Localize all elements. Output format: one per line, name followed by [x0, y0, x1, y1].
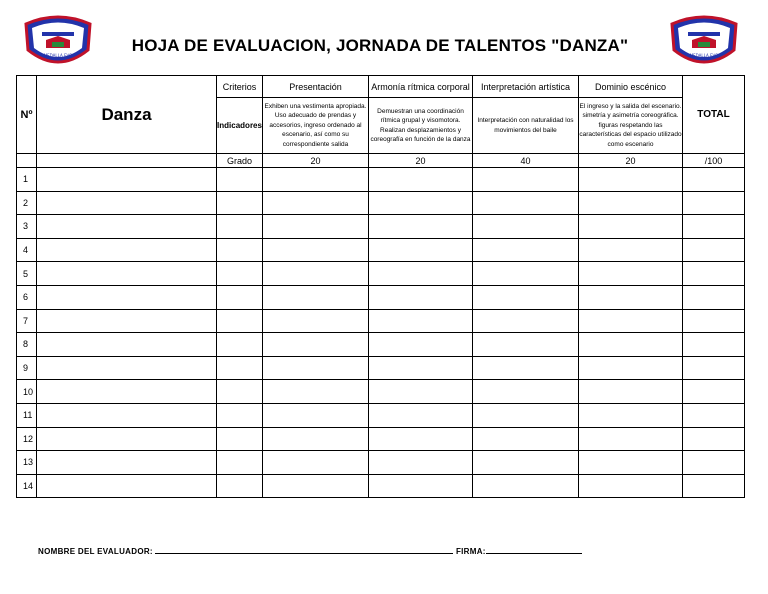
entry-cell[interactable] [369, 451, 473, 475]
table-row [17, 238, 745, 262]
entry-cell[interactable] [369, 356, 473, 380]
entry-cell[interactable] [473, 309, 579, 333]
entry-cell[interactable] [369, 191, 473, 215]
entry-cell[interactable] [263, 309, 369, 333]
entry-cell[interactable] [37, 403, 217, 427]
criterion-header: Dominio escénico [579, 76, 683, 98]
entry-cell[interactable] [683, 403, 745, 427]
logo-motto-text: MEDALLA EVO [43, 53, 73, 58]
blank-cell [37, 154, 217, 168]
entry-cell[interactable] [37, 215, 217, 239]
entry-cell[interactable] [217, 451, 263, 475]
entry-cell[interactable] [473, 168, 579, 192]
entry-cell[interactable] [37, 238, 217, 262]
indicators-label: Indicadores [217, 98, 263, 154]
entry-cell[interactable] [683, 427, 745, 451]
entry-cell[interactable] [263, 356, 369, 380]
entry-cell[interactable] [683, 238, 745, 262]
entry-cell[interactable] [369, 285, 473, 309]
entry-cell[interactable] [683, 333, 745, 357]
entry-cell[interactable] [37, 356, 217, 380]
logo-motto-text: MEDALLA EVO [689, 53, 719, 58]
entry-cell[interactable] [683, 262, 745, 286]
criterion-indicator: Demuestran una coordinación rítmica grupal y visomotora. Realizan desplazamientos y coreografía en función de la danza [369, 98, 473, 154]
entry-cell[interactable] [473, 380, 579, 404]
entry-cell[interactable] [579, 309, 683, 333]
entry-cell[interactable] [579, 474, 683, 498]
table-row [17, 262, 745, 286]
entry-cell[interactable] [473, 427, 579, 451]
entry-cell[interactable] [683, 451, 745, 475]
entry-cell[interactable] [263, 451, 369, 475]
entry-cell[interactable] [263, 380, 369, 404]
entry-cell[interactable] [217, 474, 263, 498]
entry-cell[interactable] [683, 309, 745, 333]
row-number: 6 [17, 285, 37, 309]
entry-cell[interactable] [369, 262, 473, 286]
entry-cell[interactable] [683, 191, 745, 215]
criterion-header: Armonía rítmica corporal [369, 76, 473, 98]
entry-cell[interactable] [217, 380, 263, 404]
signature-label: FIRMA: [455, 547, 486, 556]
entry-cell[interactable] [37, 451, 217, 475]
evaluator-label: NOMBRE DEL EVALUADOR: [38, 547, 153, 556]
entry-cell[interactable] [579, 333, 683, 357]
total-score: /100 [683, 154, 745, 168]
row-number: 10 [17, 380, 37, 404]
table-row [17, 427, 745, 451]
table-row [17, 285, 745, 309]
entry-cell[interactable] [579, 427, 683, 451]
entry-cell[interactable] [473, 356, 579, 380]
entry-cell[interactable] [369, 403, 473, 427]
entry-cell[interactable] [369, 215, 473, 239]
row-number: 4 [17, 238, 37, 262]
row-number: 7 [17, 309, 37, 333]
entry-cell[interactable] [217, 356, 263, 380]
total-header: TOTAL [683, 76, 745, 154]
school-crest-logo-right [664, 12, 744, 74]
criterion-score: 40 [473, 154, 579, 168]
row-number: 12 [17, 427, 37, 451]
entry-cell[interactable] [217, 403, 263, 427]
entry-cell[interactable] [263, 168, 369, 192]
entry-cell[interactable] [263, 474, 369, 498]
blank-cell [17, 154, 37, 168]
entry-cell[interactable] [217, 238, 263, 262]
evaluation-table [16, 75, 745, 498]
entry-cell[interactable] [369, 380, 473, 404]
entry-cell[interactable] [217, 427, 263, 451]
entry-cell[interactable] [369, 238, 473, 262]
number-header: Nº [17, 76, 37, 154]
criteria-label: Criterios [217, 76, 263, 98]
entry-cell[interactable] [473, 333, 579, 357]
entry-cell[interactable] [579, 168, 683, 192]
footer [38, 545, 582, 556]
signature-line[interactable] [486, 545, 582, 554]
entry-cell[interactable] [263, 238, 369, 262]
table-row [17, 356, 745, 380]
entry-cell[interactable] [369, 427, 473, 451]
entry-cell[interactable] [473, 474, 579, 498]
entry-cell[interactable] [369, 333, 473, 357]
row-number: 2 [17, 191, 37, 215]
entry-cell[interactable] [683, 356, 745, 380]
entry-cell[interactable] [579, 451, 683, 475]
entry-cell[interactable] [263, 215, 369, 239]
table-row [17, 309, 745, 333]
entry-cell[interactable] [683, 215, 745, 239]
table-row [17, 333, 745, 357]
entry-cell[interactable] [217, 191, 263, 215]
entry-cell[interactable] [369, 309, 473, 333]
entry-cell[interactable] [37, 333, 217, 357]
entry-cell[interactable] [37, 427, 217, 451]
table-row [17, 168, 745, 192]
row-number: 8 [17, 333, 37, 357]
entry-cell[interactable] [263, 285, 369, 309]
criterion-score: 20 [369, 154, 473, 168]
page-title: HOJA DE EVALUACION, JORNADA DE TALENTOS "DANZA" [131, 36, 629, 55]
table-row [17, 403, 745, 427]
criterion-header: Presentación [263, 76, 369, 98]
entry-cell[interactable] [263, 427, 369, 451]
entry-cell[interactable] [37, 474, 217, 498]
row-number: 14 [17, 474, 37, 498]
entry-cell[interactable] [473, 403, 579, 427]
entry-cell[interactable] [217, 309, 263, 333]
entry-cell[interactable] [217, 333, 263, 357]
entry-cell[interactable] [579, 238, 683, 262]
entry-cell[interactable] [683, 285, 745, 309]
entry-cell[interactable] [579, 403, 683, 427]
entry-cell[interactable] [579, 262, 683, 286]
entry-cell[interactable] [473, 238, 579, 262]
entry-cell[interactable] [473, 285, 579, 309]
criterion-header: Interpretación artística [473, 76, 579, 98]
school-crest-logo-left [18, 12, 98, 74]
table-row [17, 380, 745, 404]
table-row [17, 474, 745, 498]
entry-cell[interactable] [37, 191, 217, 215]
entry-cell[interactable] [683, 474, 745, 498]
entry-cell[interactable] [683, 168, 745, 192]
table-row [17, 451, 745, 475]
row-number: 1 [17, 168, 37, 192]
entry-cell[interactable] [37, 380, 217, 404]
entry-cell[interactable] [579, 215, 683, 239]
entry-cell[interactable] [37, 309, 217, 333]
entry-cell[interactable] [37, 168, 217, 192]
entry-cell[interactable] [263, 403, 369, 427]
entry-cell[interactable] [683, 380, 745, 404]
entry-cell[interactable] [217, 262, 263, 286]
name-header: Danza [37, 76, 217, 154]
entry-cell[interactable] [579, 285, 683, 309]
entry-cell[interactable] [369, 168, 473, 192]
row-number: 3 [17, 215, 37, 239]
table-row [17, 191, 745, 215]
entry-cell[interactable] [473, 451, 579, 475]
entry-cell[interactable] [579, 191, 683, 215]
grade-label: Grado [217, 154, 263, 168]
entry-cell[interactable] [263, 191, 369, 215]
row-number: 11 [17, 403, 37, 427]
entry-cell[interactable] [37, 285, 217, 309]
row-number: 13 [17, 451, 37, 475]
entry-cell[interactable] [263, 262, 369, 286]
entry-cell[interactable] [473, 191, 579, 215]
criterion-indicator: Exhiben una vestimenta apropiada. Uso adecuado de prendas y accesorios, ingreso ordenado al escenario, así como su correspondiente salida [263, 98, 369, 154]
entry-cell[interactable] [473, 215, 579, 239]
criterion-score: 20 [579, 154, 683, 168]
row-number: 9 [17, 356, 37, 380]
row-number: 5 [17, 262, 37, 286]
table-row [17, 215, 745, 239]
entry-cell[interactable] [217, 285, 263, 309]
entry-cell[interactable] [369, 474, 473, 498]
entry-cell[interactable] [579, 380, 683, 404]
entry-cell[interactable] [217, 168, 263, 192]
evaluator-name-line[interactable] [155, 545, 453, 554]
criterion-indicator: Interpretación con naturalidad los movimientos del baile [473, 98, 579, 154]
entry-cell[interactable] [579, 356, 683, 380]
entry-cell[interactable] [37, 262, 217, 286]
entry-cell[interactable] [263, 333, 369, 357]
entry-cell[interactable] [473, 262, 579, 286]
entry-cell[interactable] [217, 215, 263, 239]
criterion-score: 20 [263, 154, 369, 168]
criterion-indicator: El ingreso y la salida del escenario. simetría y asimetría coreográfica. figuras respetando las características del espacio utilizado como escenario [579, 98, 683, 154]
